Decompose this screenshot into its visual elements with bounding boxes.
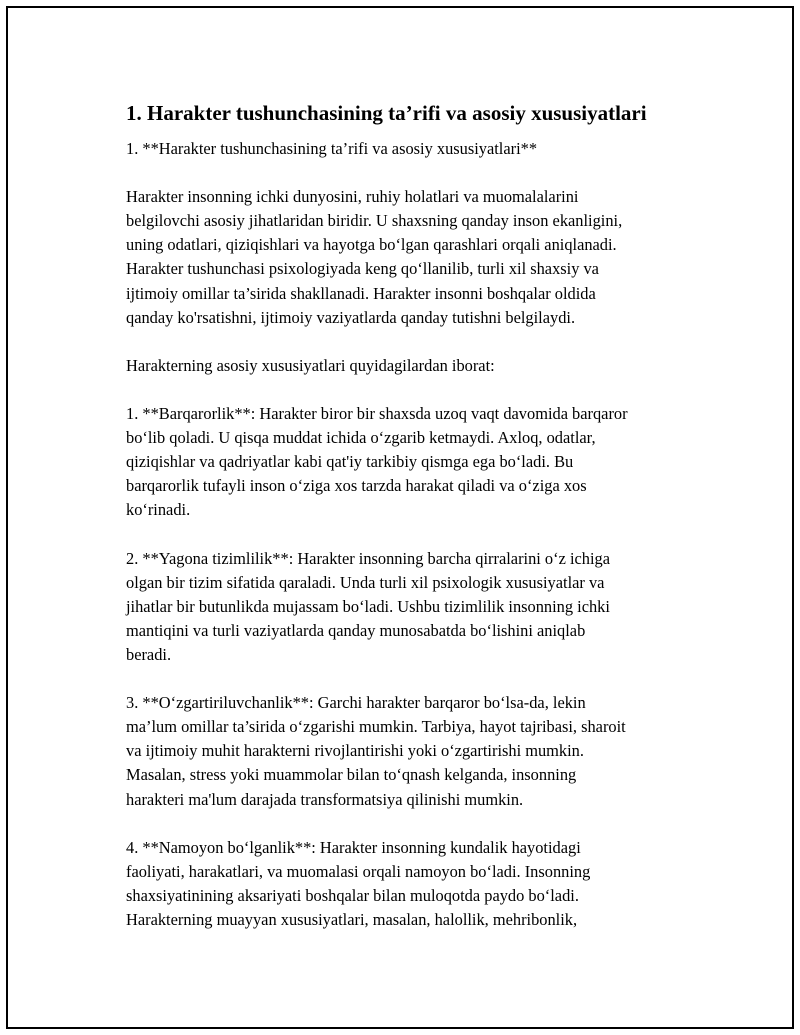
paragraph-intro-list [126,354,716,378]
text-line: belgilovchi asosiy jihatlaridan biridir. U shaxsning qanday inson ekanligini, [126,211,623,231]
text-line: qanday ko'rsatishni, ijtimoiy vaziyatlarda qanday tutishni belgilaydi. [126,307,576,327]
page-frame [6,6,794,1029]
paragraph-heading-repeat [126,137,716,161]
paragraph-changeability [126,691,716,811]
text-line: ma’lum omillar ta’sirida o‘zgarishi mumkin. Tarbiya, hayot tajribasi, sharoit [126,717,626,737]
text-line: harakteri ma'lum darajada transformatsiya qilinishi mumkin. [126,789,524,809]
text-line: qiziqishlar va qadriyatlar kabi qat'iy tarkibiy qismga ega bo‘ladi. Bu [126,452,574,472]
text-line: Harakterning asosiy xususiyatlari quyidagilardan iborat: [126,355,495,375]
text-line: olgan bir tizim sifatida qaraladi. Unda turli xil psixologik xususiyatlar va [126,572,605,592]
paragraph-manifestation [126,836,716,932]
text-line: Masalan, stress yoki muammolar bilan to‘qnash kelganda, insonning [126,765,577,785]
text-line: 3. **O‘zgartiriluvchanlik**: Garchi harakter barqaror bo‘lsa-da, lekin [126,693,586,713]
text-line: beradi. [126,644,172,664]
document-title: 1. Harakter tushunchasining ta’rifi va asosiy xususiyatlari [126,101,647,125]
text-line: Harakterning muayyan xususiyatlari, masalan, halollik, mehribonlik, [126,910,578,929]
text-line: jihatlar bir butunlikda mujassam bo‘ladi. Ushbu tizimlilik insonning ichki [126,596,610,616]
text-line: ijtimoiy omillar ta’sirida shakllanadi. Harakter insonni boshqalar oldida [126,283,596,303]
text-line: mantiqini va turli vaziyatlarda qanday munosabatda bo‘lishini aniqlab [126,620,586,640]
text-line: va ijtimoiy muhit harakterni rivojlantirishi yoki o‘zgartirishi mumkin. [126,741,584,761]
text-line: 1. **Harakter tushunchasining ta’rifi va asosiy xususiyatlari** [126,139,538,158]
text-line: 2. **Yagona tizimlilik**: Harakter insonning barcha qirralarini o‘z ichiga [126,548,611,568]
text-line: faoliyati, harakatlari, va muomalasi orqali namoyon bo‘ladi. Insonning [126,861,591,881]
text-line: 4. **Namoyon bo‘lganlik**: Harakter insonning kundalik hayotidagi [126,837,581,857]
text-line: 1. **Barqarorlik**: Harakter biror bir shaxsda uzoq vaqt davomida barqaror [126,404,628,424]
text-line: shaxsiyatinining aksariyati boshqalar bilan muloqotda paydo bo‘ladi. [126,885,579,905]
text-line: uning odatlari, qiziqishlari va hayotga bo‘lgan qarashlari orqali aniqlanadi. [126,235,617,255]
text-line: barqarorlik tufayli inson o‘ziga xos tarzda harakat qiladi va o‘ziga xos [126,476,587,496]
paragraph-stability [126,402,716,522]
text-line: ko‘rinadi. [126,500,191,520]
document-body [126,100,716,956]
paragraph-definition [126,185,716,330]
text-line: Harakter insonning ichki dunyosini, ruhiy holatlari va muomalalarini [126,187,579,207]
paragraph-systematicity [126,547,716,667]
text-line: bo‘lib qoladi. U qisqa muddat ichida o‘zgarib ketmaydi. Axloq, odatlar, [126,428,596,448]
text-line: Harakter tushunchasi psixologiyada keng qo‘llanilib, turli xil shaxsiy va [126,259,599,279]
